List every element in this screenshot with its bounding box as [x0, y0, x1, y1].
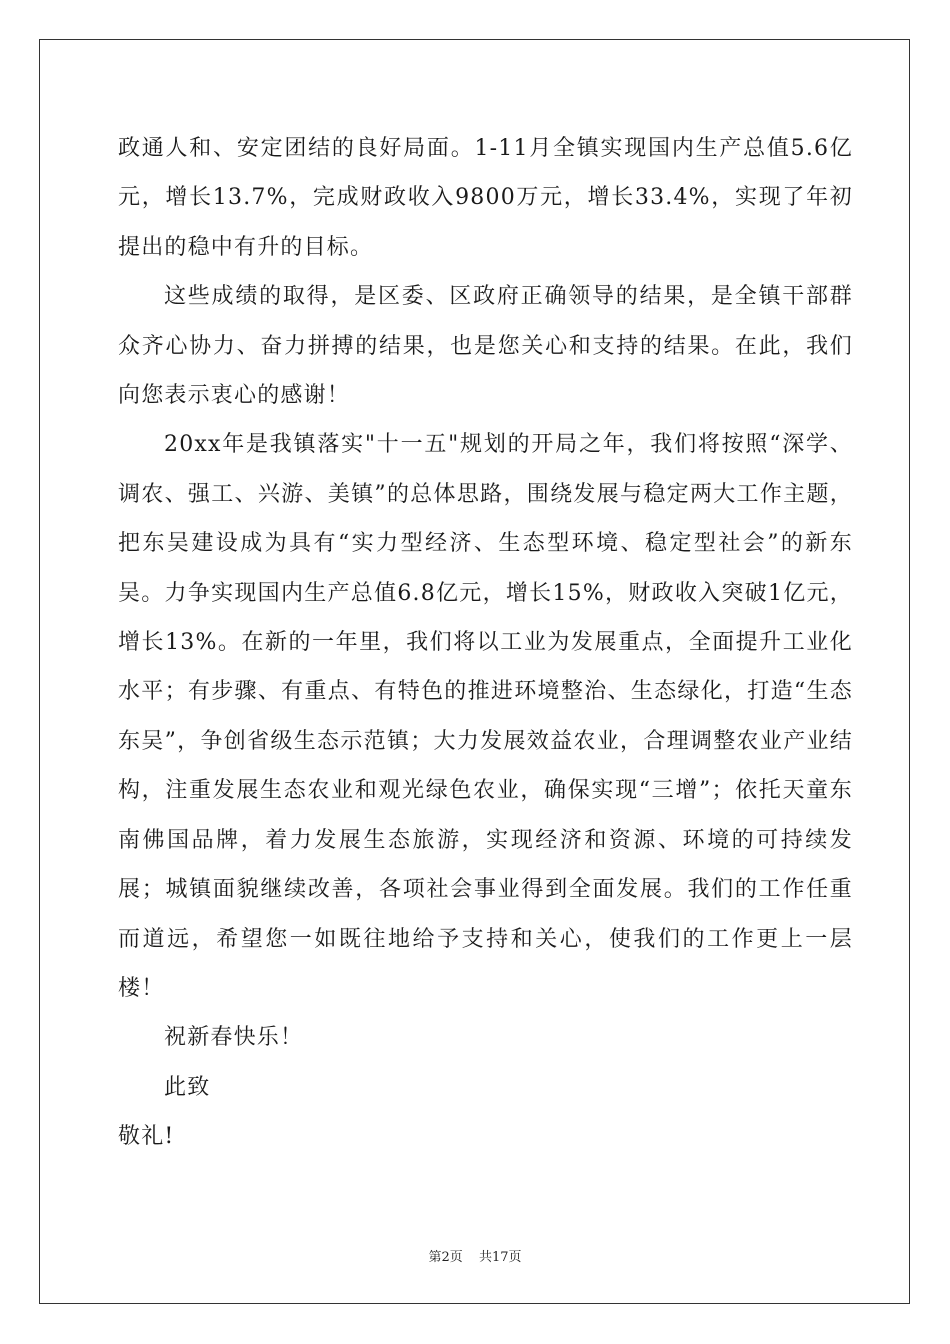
paragraph-plan: 20xx年是我镇落实"十一五"规划的开局之年，我们将按照“深学、调农、强工、兴游、美镇”的总体思路，围绕发展与稳定两大工作主题，把东吴建设成为具有“实力型经济、生态型环境、稳定型社会”的新东吴。力争实现国内生产总值6.8亿元，增长15%，财政收入突破1亿元，增长13%。在新的一年里，我们将以工业为发展重点，全面提升工业化水平；有步骤、有重点、有特色的推进环境整治、生态绿化，打造“生态东吴”，争创省级生态示范镇；大力发展效益农业，合理调整农业产业结构，注重发展生态农业和观光绿色农业，确保实现“三增”；依托天童东南佛国品牌，着力发展生态旅游，实现经济和资源、环境的可持续发展；城镇面貌继续改善，各项社会事业得到全面发展。我们的工作任重而道远，希望您一如既往地给予支持和关心，使我们的工作更上一层楼！ [118, 432, 853, 1001]
page-number-total: 共17页 [478, 1250, 522, 1265]
paragraph-salute: 敬礼! [118, 1124, 175, 1150]
paragraph-results-summary: 政通人和、安定团结的良好局面。1-11月全镇实现国内生产总值5.6亿元，增长13.7%，完成财政收入9800万元，增长33.4%，实现了年初提出的稳中有升的目标。 [118, 136, 853, 260]
paragraph-thanks: 这些成绩的取得，是区委、区政府正确领导的结果，是全镇干部群众齐心协力、奋力拼搏的结果，也是您关心和支持的结果。在此，我们向您表示衷心的感谢！ [118, 284, 853, 409]
paragraph-greeting: 祝新春快乐！ [164, 1025, 304, 1051]
page-number-current: 第2页 [428, 1250, 463, 1265]
paragraph-closing: 此致 [164, 1074, 211, 1100]
page-footer [0, 1246, 950, 1265]
letter-body [118, 124, 853, 1162]
